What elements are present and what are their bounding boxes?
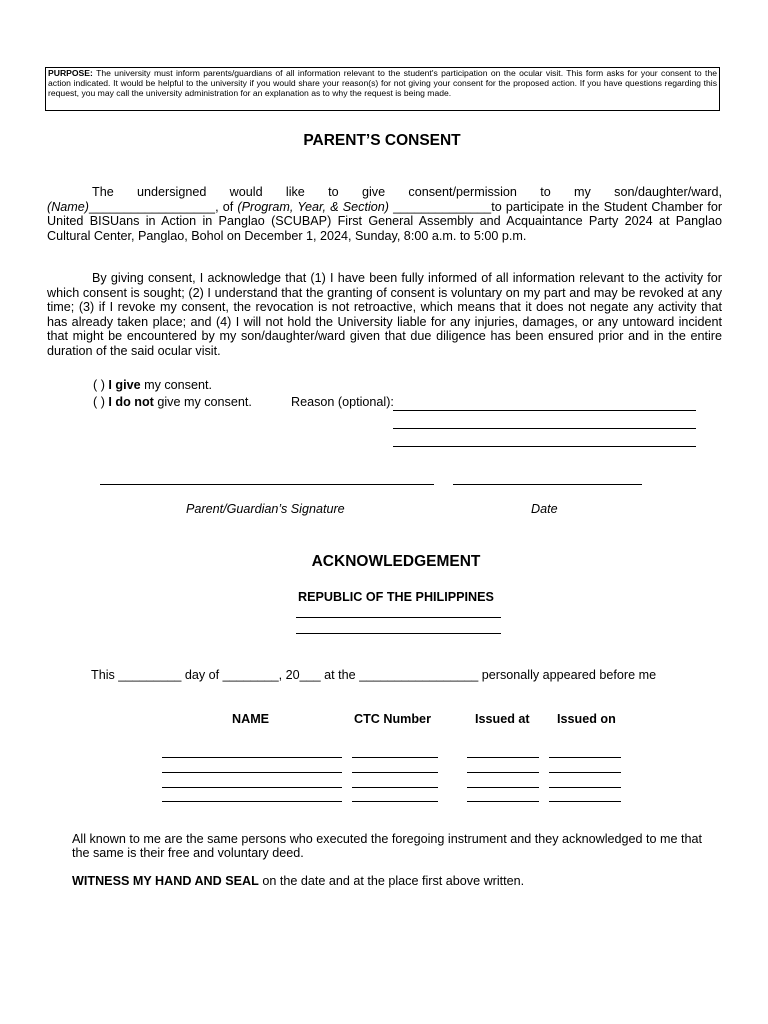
col-ctc-header: CTC Number <box>354 712 431 726</box>
signature-label: Parent/Guardian’s Signature <box>186 502 345 516</box>
date-line[interactable] <box>453 484 642 485</box>
reason-line-2[interactable] <box>393 428 696 429</box>
option-do-not-give[interactable]: ( ) I do not give my consent. <box>93 395 252 409</box>
republic-line-2[interactable] <box>296 633 501 634</box>
p1-line4: Cultural Center, Panglao, Bohol on December 1, 2024, Sunday, 8:00 a.m. to 5:00 p.m. <box>47 228 527 243</box>
purpose-box <box>45 67 720 111</box>
republic-heading: REPUBLIC OF THE PHILIPPINES <box>298 590 494 604</box>
known-text-line-1: All known to me are the same persons who executed the foregoing instrument and they acknowledged to me that <box>72 832 703 846</box>
col-issued-on-header: Issued on <box>557 712 616 726</box>
this-day-line[interactable]: This _________ day of ________, 20___ at the _________________ personally appeared before me <box>91 668 657 682</box>
acknowledgement-title: ACKNOWLEDGEMENT <box>311 553 481 570</box>
reason-line-1[interactable] <box>393 410 696 411</box>
p1-of: , of <box>215 199 238 214</box>
known-text-line-2: the same is their free and voluntary deed. <box>72 846 304 860</box>
consent-title: PARENT’S CONSENT <box>303 132 461 149</box>
p1-name-blank[interactable]: __________________ <box>88 199 216 214</box>
date-label: Date <box>531 502 558 516</box>
reason-label: Reason (optional): <box>291 395 394 409</box>
purpose-text: The university must inform parents/guardians of all information relevant to the student's participation on the ocular visit. This form asks for your consent to the action indicated. It would be helpful to the university if you would share your reason(s) for not giving your consent for the proposed action. If you have questions regarding this request, you may call the university administration for an explanation as to why the request is being made. <box>48 68 717 99</box>
consent-paragraph-2 <box>47 271 722 359</box>
p1-line3: United BISUans in Action in Panglao (SCUBAP) First General Assembly and Acquaintance Party 2024 at Panglao <box>47 214 722 229</box>
purpose-label: PURPOSE: <box>48 68 93 78</box>
col-name-header: NAME <box>232 712 270 726</box>
p1-program-label: (Program, Year, & Section) <box>237 199 389 214</box>
signature-line[interactable] <box>100 484 434 485</box>
reason-line-3[interactable] <box>393 446 696 447</box>
p1-line1: The undersigned would like to give consent/permission to my son/daughter/ward, <box>92 185 722 199</box>
p2-text: By giving consent, I acknowledge that (1) I have been fully informed of all information relevant to the activity for which consent is sought; (2) I understand that the granting of consent is voluntary on my part and may be revoked at any time; (3) if I revoke my consent, the revocation is not retroactive, which means that it does not negate any activity that has already taken place; and (4) I will not hold the University liable for any injuries, damages, or any untoward incident that might be encountered by my son/daughter/ward given that due diligence has been ensured prior and in the entire duration of the said ocular visit. <box>47 271 722 358</box>
option-give[interactable]: ( ) I give my consent. <box>93 378 212 392</box>
consent-paragraph-1 <box>47 185 722 243</box>
republic-line-1[interactable] <box>296 617 501 618</box>
col-issued-at-header: Issued at <box>475 712 530 726</box>
p1-name-label: (Name) <box>47 199 89 214</box>
p1-program-blank[interactable]: ______________ <box>388 199 492 214</box>
witness-line: WITNESS MY HAND AND SEAL on the date and at the place first above written. <box>72 874 525 888</box>
p1-line2-rest: to participate in the Student Chamber for <box>491 199 723 214</box>
